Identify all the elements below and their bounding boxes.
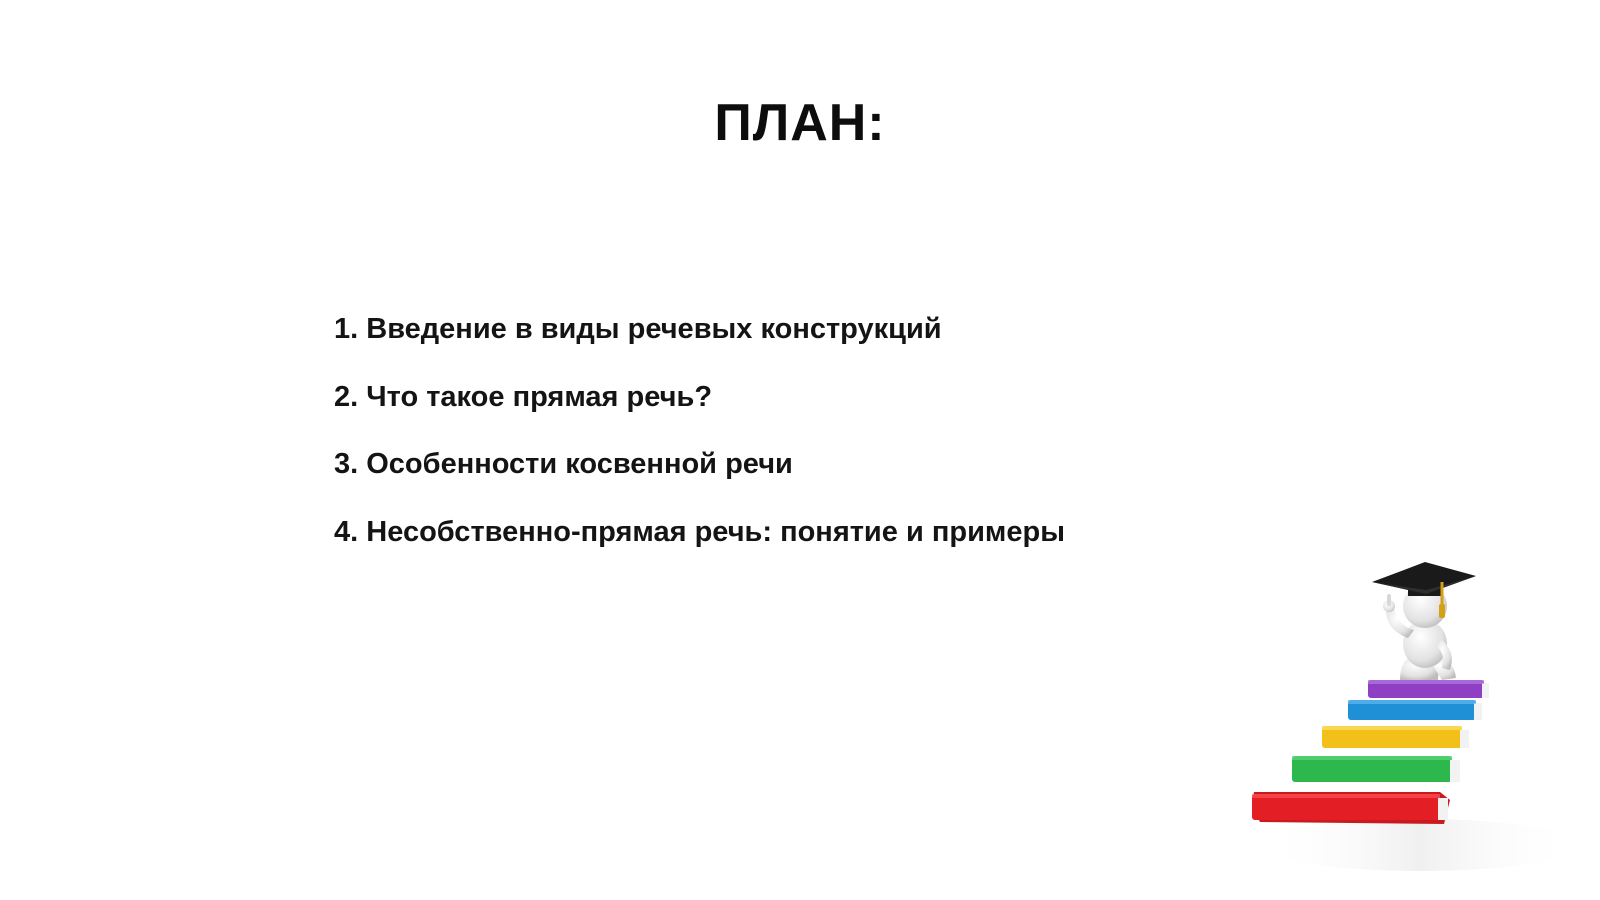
list-item [334,447,1065,481]
item-number: 4. [334,515,359,548]
item-number: 3. [334,448,359,480]
item-text: Введение в виды речевых конструкций [366,313,942,345]
graduate-on-books-icon [1250,560,1580,880]
item-text: Несобственно-прямая речь: понятие и примеры [366,515,1065,548]
item-text: Что такое прямая речь? [366,380,713,413]
book-red [1252,792,1450,824]
slide-title: ПЛАН: [714,94,886,152]
book-purple [1368,680,1489,698]
book-blue [1348,700,1482,720]
book-yellow [1322,726,1469,748]
list-item [334,515,1065,549]
list-item [334,312,1065,346]
list-item [334,380,1065,414]
book-green [1292,756,1460,782]
item-text: Особенности косвенной речи [366,448,793,480]
item-number: 1. [334,313,359,345]
item-number: 2. [334,380,359,413]
plan-list [334,312,1065,582]
